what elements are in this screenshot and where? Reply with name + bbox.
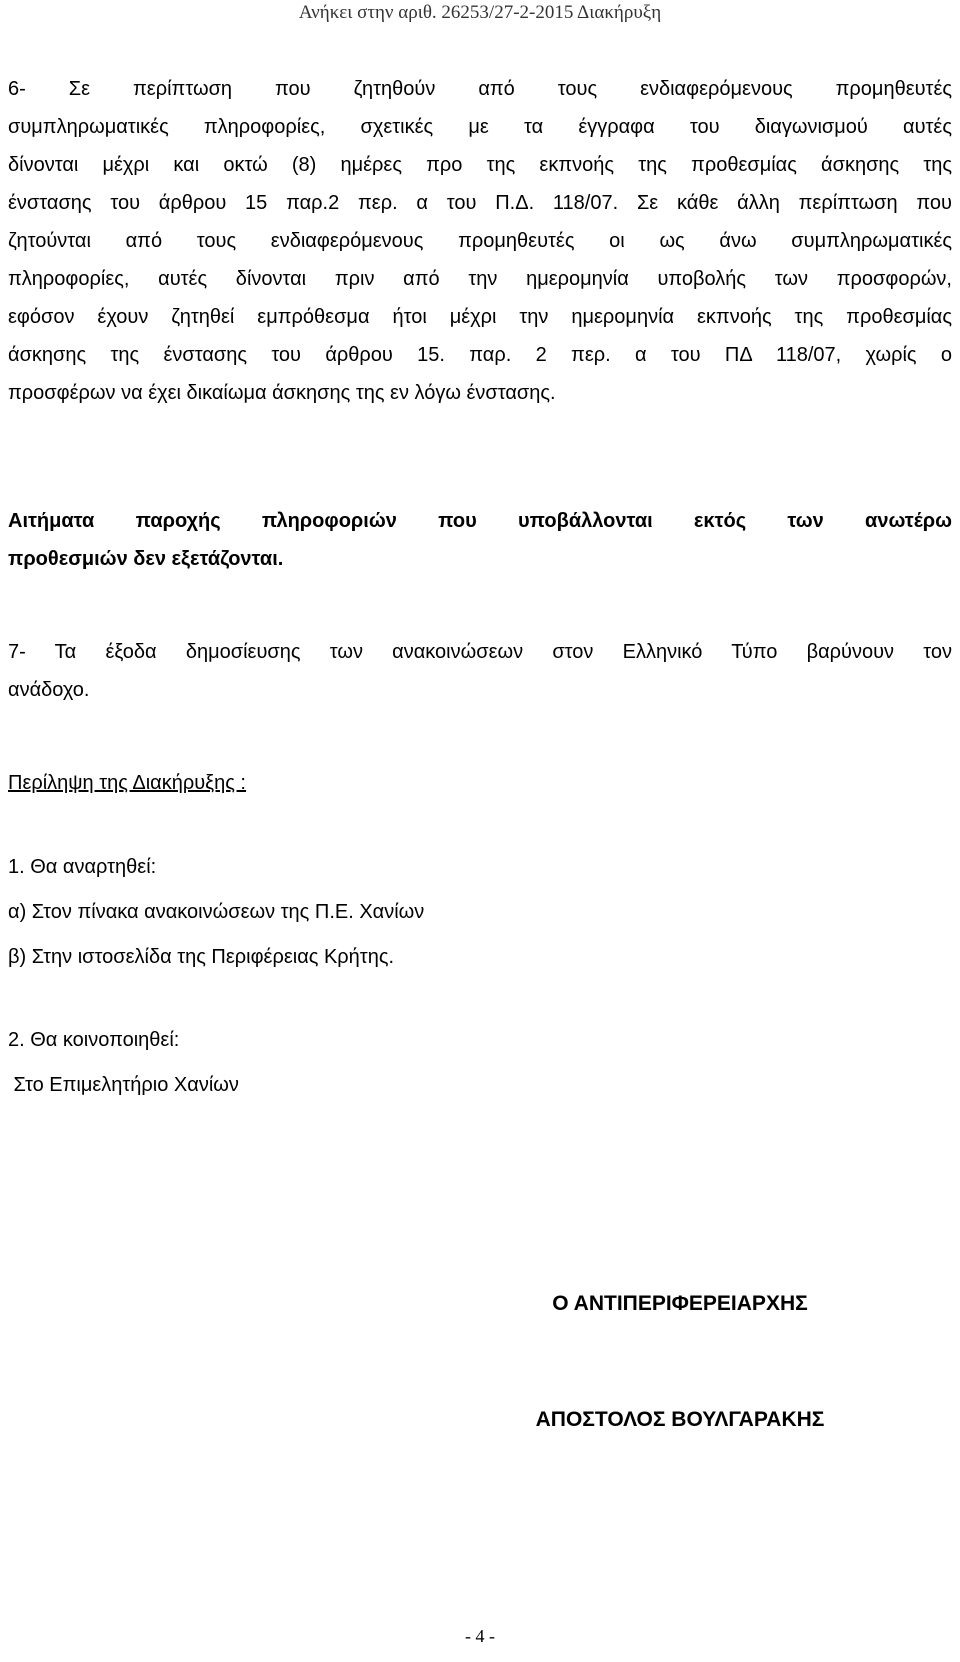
item-6-line: δίνονται μέχρι και οκτώ (8) ημέρες προ της εκπνοής της προθεσμίας άσκησης της	[8, 154, 952, 176]
item-6-line: 6- Σε περίπτωση που ζητηθούν από τους ενδιαφερόμενους προμηθευτές	[8, 78, 952, 100]
item-6-line: ζητούνται από τους ενδιαφερόμενους προμηθευτές οι ως άνω συμπληρωματικές	[8, 230, 952, 252]
posting-label: 1. Θα αναρτηθεί:	[8, 856, 157, 878]
notification-label: 2. Θα κοινοποιηθεί:	[8, 1029, 180, 1051]
notice-line-1: Αιτήματα παροχής πληροφοριών που υποβάλλονται εκτός των ανωτέρω	[8, 510, 952, 532]
notification-target: Στο Επιμελητήριο Χανίων	[8, 1074, 239, 1096]
item-6-line: εφόσον έχουν ζητηθεί εμπρόθεσμα ήτοι μέχρι την ημερομηνία εκπνοής της προθεσμίας	[8, 306, 952, 328]
item-7-line-1: 7- Τα έξοδα δημοσίευσης των ανακοινώσεων στον Ελληνικό Τύπο βαρύνουν τον	[8, 641, 952, 663]
signatory-title: Ο ΑΝΤΙΠΕΡΙΦΕΡΕΙΑΡΧΗΣ	[552, 1292, 808, 1315]
notice-line-2: προθεσμιών δεν εξετάζονται.	[8, 548, 284, 570]
information-requests-notice	[8, 502, 952, 578]
posting-item-a: α) Στον πίνακα ανακοινώσεων της Π.Ε. Χανίων	[8, 901, 425, 923]
posting-list	[8, 848, 952, 976]
posting-item-b: β) Στην ιστοσελίδα της Περιφέρειας Κρήτης.	[8, 946, 395, 968]
summary-heading: Περίληψη της Διακήρυξης :	[8, 772, 246, 794]
item-6-last-line: προσφέρων να έχει δικαίωμα άσκησης της εν λόγω ένστασης.	[8, 382, 556, 404]
item-6-paragraph	[8, 70, 952, 412]
document-header: Ανήκει στην αριθ. 26253/27-2-2015 Διακήρυξη	[298, 2, 662, 23]
signatory-name: ΑΠΟΣΤΟΛΟΣ ΒΟΥΛΓΑΡΑΚΗΣ	[535, 1408, 825, 1431]
item-6-line: άσκησης της ένστασης του άρθρου 15. παρ. 2 περ. α του ΠΔ 118/07, χωρίς ο	[8, 344, 952, 366]
notification-list	[8, 1021, 952, 1104]
item-6-line: ένστασης του άρθρου 15 παρ.2 περ. α του Π.Δ. 118/07. Σε κάθε άλλη περίπτωση που	[8, 192, 952, 214]
item-7-paragraph	[8, 633, 952, 709]
item-6-line: συμπληρωματικές πληροφορίες, σχετικές με τα έγγραφα του διαγωνισμού αυτές	[8, 116, 952, 138]
item-6-line: πληροφορίες, αυτές δίνονται πριν από την ημερομηνία υποβολής των προσφορών,	[8, 268, 952, 290]
summary-section	[8, 764, 952, 802]
page-number: - 4 -	[465, 1626, 495, 1646]
item-7-line-2: ανάδοχο.	[8, 679, 90, 701]
